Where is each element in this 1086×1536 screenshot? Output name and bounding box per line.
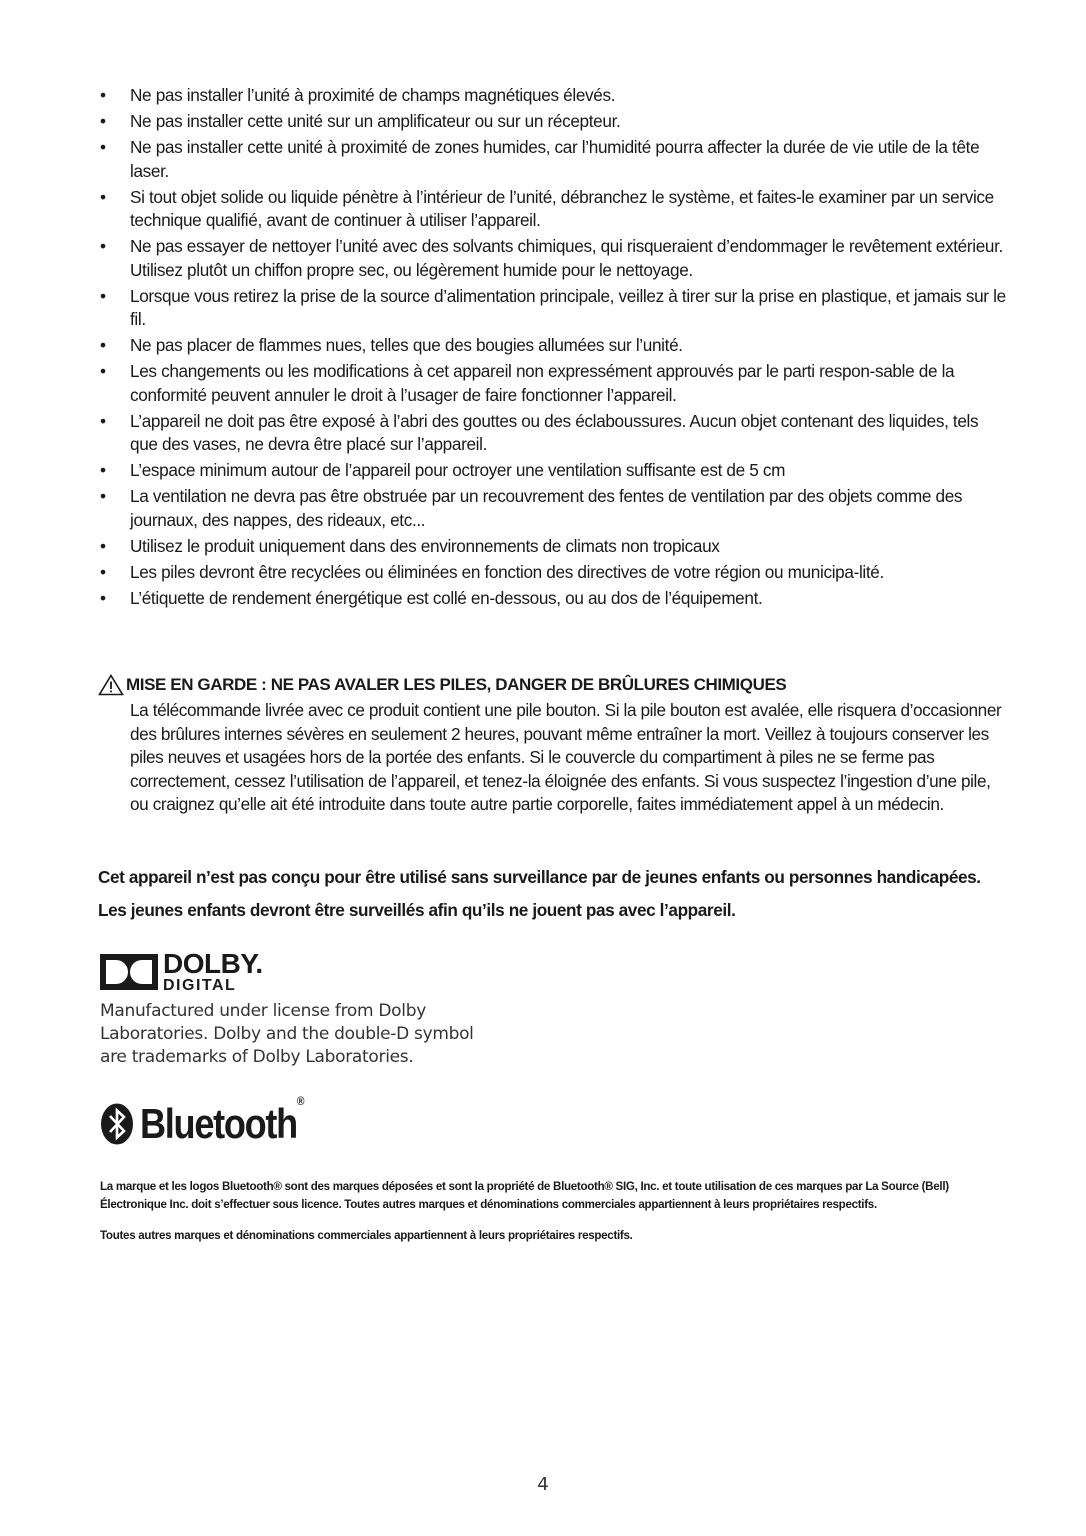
bluetooth-logo: [100, 1094, 330, 1148]
list-item: [96, 587, 1006, 611]
bluetooth-wordmark: [140, 1094, 304, 1148]
battery-warning-section: [98, 674, 1010, 817]
other-trademarks-text: Toutes autres marques et dénominations commerciales appartiennent à leurs propriétaires respectifs.: [100, 1229, 633, 1242]
bullet-text: Si tout objet solide ou liquide pénètre à l’intérieur de l’unité, débranchez le système, et faites-le examiner par un service technique qualifié, avant de continuer à utiliser l’appareil.: [130, 186, 994, 230]
notice-line-supervision: Les jeunes enfants devront être surveillés afin qu’ils ne jouent pas avec l’appareil.: [98, 899, 736, 920]
bullet-marker: •: [100, 410, 106, 431]
warning-title-text: MISE EN GARDE : NE PAS AVALER LES PILES, DANGER DE BRÛLURES CHIMIQUES: [126, 675, 787, 694]
list-item: [96, 360, 1006, 407]
bluetooth-icon: [100, 1103, 134, 1145]
list-item: [96, 561, 1006, 585]
dolby-double-d-icon: [100, 954, 158, 990]
notice-line-children: Cet appareil n’est pas conçu pour être utilisé sans surveillance par de jeunes enfants ou personnes handicapées.: [98, 867, 981, 887]
bullet-marker: •: [100, 186, 106, 207]
bullet-text: Les changements ou les modifications à cet appareil non expressément approuvés par le parti respon-sable de la conformité peuvent annuler le droit à l’usager de faire fonctionner l’appareil.: [130, 361, 955, 405]
bluetooth-trademark-text: La marque et les logos Bluetooth® sont des marques déposées et sont la propriété de Bluetooth® SIG, Inc. et toute utilisation de ces marques par La Source (Bell) Électronique Inc. doit s’effectuer sous licence. Toutes autres marques et dénominations commerciales appartiennent à leurs propriétaires respectifs.: [100, 1180, 949, 1211]
bullet-text: L’espace minimum autour de l’appareil pour octroyer une ventilation suffisante est de 5 cm: [130, 460, 786, 480]
safety-bullet-list: [96, 84, 1006, 613]
bullet-marker: •: [100, 137, 106, 157]
list-item: [96, 535, 1006, 559]
bullet-marker: •: [100, 85, 106, 105]
bullet-text: L’appareil ne doit pas être exposé à l’abri des gouttes ou des éclaboussures. Aucun objet contenant des liquides, tels que des vases, ne devra être placé sur l’appareil.: [130, 410, 979, 454]
bluetooth-word: Bluetooth: [140, 1100, 297, 1147]
list-item: [96, 485, 1006, 532]
dolby-logo-sub: DIGITAL: [163, 977, 237, 994]
page-number: 4: [537, 1474, 549, 1495]
warning-heading: [98, 674, 1010, 696]
list-item: [96, 235, 1006, 282]
dolby-digital-logo: [100, 948, 600, 994]
bullet-text: Ne pas installer cette unité sur un amplificateur ou sur un récepteur.: [130, 111, 621, 131]
supervision-notice: [98, 866, 998, 931]
bullet-marker: •: [100, 236, 106, 256]
list-item: [96, 410, 1006, 457]
list-item: [96, 285, 1006, 332]
warning-body-text: La télécommande livrée avec ce produit contient une pile bouton. Si la pile bouton est avalée, elle risquera d’occasionner des brûlures internes sévères en seulement 2 heures, pouvant même entraîner la mort. Veillez à toujours conserver les piles neuves et usagées hors de la portée des enfants. Si le couvercle du compartiment à piles ne se ferme pas correctement, cessez l’utilisation de l’appareil, et tenez-la éloignée des enfants. Si vous suspectez l’ingestion d’une pile, ou craignez qu’elle ait été introduite dans toute autre partie corporelle, faites immédiatement appel à un médecin.: [130, 700, 1002, 814]
bullet-text: Ne pas essayer de nettoyer l’unité avec des solvants chimiques, qui risqueraient d’endommager le revêtement extérieur. Utilisez plutôt un chiffon propre sec, ou légèrement humide pour le nettoyage.: [130, 236, 1003, 280]
bullet-text: Les piles devront être recyclées ou éliminées en fonction des directives de votre région ou municipa-lité.: [130, 561, 884, 582]
bullet-marker: •: [100, 111, 106, 131]
bullet-marker: •: [100, 361, 106, 381]
list-item: [96, 334, 1006, 358]
list-item: [96, 136, 1006, 183]
list-item: [96, 84, 1006, 108]
dolby-logo-word: DOLBY.: [163, 948, 263, 979]
bullet-marker: •: [100, 535, 106, 556]
list-item: [96, 186, 1006, 233]
bullet-marker: •: [100, 587, 106, 608]
bullet-text: Utilisez le produit uniquement dans des environnements de climats non tropicaux: [130, 535, 720, 556]
list-item: [96, 459, 1006, 483]
bullet-text: Ne pas installer l’unité à proximité de champs magnétiques élevés.: [130, 85, 616, 105]
bullet-text: Ne pas installer cette unité à proximité de zones humides, car l’humidité pourra affecter la durée de vie utile de la tête laser.: [130, 137, 980, 181]
bullet-text: Lorsque vous retirez la prise de la source d’alimentation principale, veillez à tirer sur la prise en plastique, et jamais sur le fil.: [130, 285, 1006, 329]
trademark-fine-print: [100, 1178, 1002, 1259]
dolby-license-text: Manufactured under license from Dolby Laboratories. Dolby and the double-D symbol are trademarks of Dolby Laboratories.: [100, 1001, 474, 1067]
bullet-marker: •: [100, 561, 106, 582]
bullet-marker: •: [100, 460, 106, 480]
warning-triangle-icon: [98, 674, 124, 696]
bullet-text: Ne pas placer de flammes nues, telles que des bougies allumées sur l’unité.: [130, 335, 683, 355]
bullet-marker: •: [100, 486, 106, 506]
list-item: [96, 110, 1006, 134]
registered-mark: ®: [296, 1094, 304, 1108]
bullet-marker: •: [100, 285, 106, 306]
bullet-marker: •: [100, 335, 106, 355]
bullet-text: La ventilation ne devra pas être obstruée par un recouvrement des fentes de ventilation par des objets comme des journaux, des nappes, des rideaux, etc...: [130, 486, 963, 530]
bullet-text: L’étiquette de rendement énergétique est collé en-dessous, ou au dos de l’équipement.: [130, 587, 763, 608]
dolby-section: [100, 948, 600, 1069]
